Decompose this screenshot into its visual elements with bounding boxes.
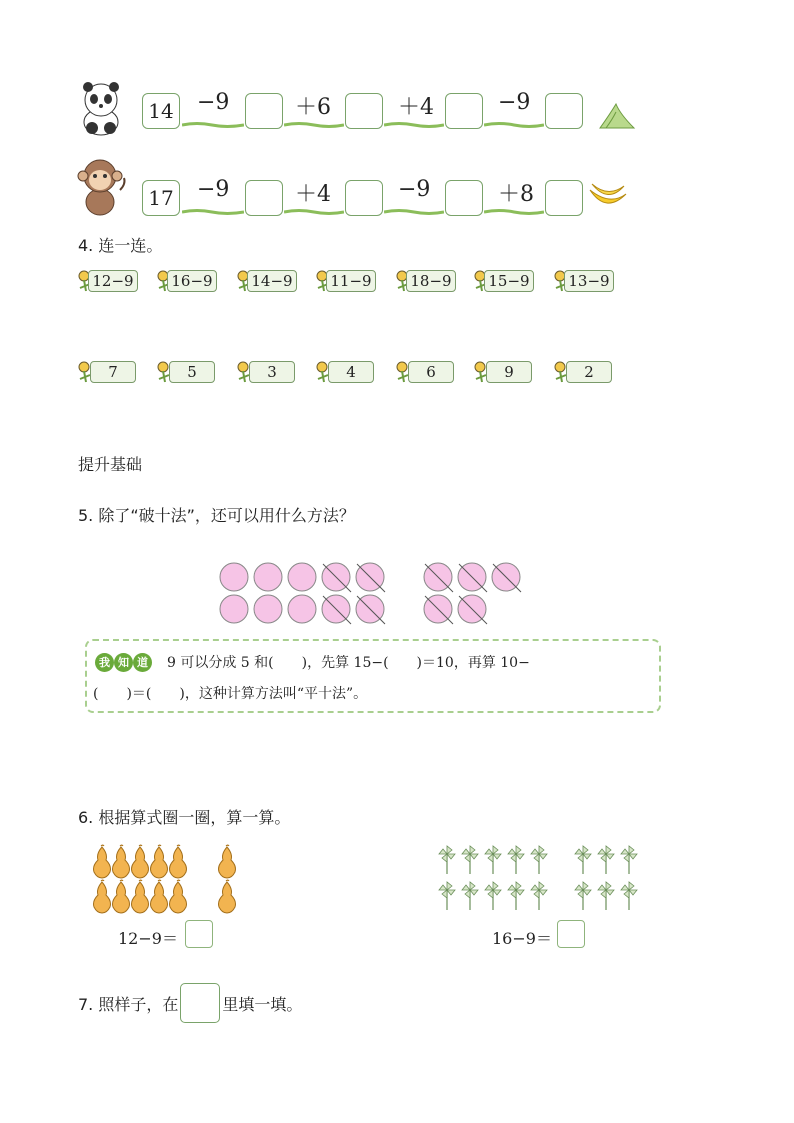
chain-op: ＋8 xyxy=(498,182,534,207)
chain-op: ＋6 xyxy=(295,95,331,120)
grass-line xyxy=(484,207,544,215)
chain-op: ＋4 xyxy=(295,182,331,207)
answer-card[interactable]: 9 xyxy=(486,361,532,383)
answer-box[interactable] xyxy=(345,93,383,129)
badge-char: 我 xyxy=(95,653,114,672)
badge-char: 道 xyxy=(133,653,152,672)
monkey-icon xyxy=(76,156,128,218)
chain-op: −9 xyxy=(498,90,531,115)
answer-card[interactable]: 3 xyxy=(249,361,295,383)
answer-box[interactable] xyxy=(545,93,583,129)
pear-group xyxy=(92,844,242,914)
expression-card[interactable]: 15−9 xyxy=(484,270,534,292)
grass-line xyxy=(384,207,444,215)
answer-card[interactable]: 2 xyxy=(566,361,612,383)
expression-card[interactable]: 13−9 xyxy=(564,270,614,292)
q6-right-equation: 16−9＝ xyxy=(492,929,552,948)
q7-title-start: 7. 照样子，在 xyxy=(78,994,179,1014)
expression-card[interactable]: 16−9 xyxy=(167,270,217,292)
knowledge-badge xyxy=(95,653,152,673)
answer-box[interactable] xyxy=(245,93,283,129)
grass-line xyxy=(284,120,344,128)
badge-char: 知 xyxy=(114,653,133,672)
grass-line xyxy=(182,207,244,215)
pinwheel-group xyxy=(437,844,641,912)
answer-box[interactable] xyxy=(245,180,283,216)
answer-box[interactable] xyxy=(445,180,483,216)
chain-start-box: 14 xyxy=(142,93,180,129)
grass-line xyxy=(182,120,244,128)
q4-title: 4. 连一连。 xyxy=(78,236,163,255)
q5-title: 5. 除了“破十法”，还可以用什么方法？ xyxy=(78,506,355,525)
q6-left-answer-box[interactable] xyxy=(185,920,213,948)
grass-line xyxy=(384,120,444,128)
answer-box[interactable] xyxy=(445,93,483,129)
q6-title: 6. 根据算式圈一圈，算一算。 xyxy=(78,808,291,827)
expression-card[interactable]: 14−9 xyxy=(247,270,297,292)
answer-box[interactable] xyxy=(345,180,383,216)
expression-card[interactable]: 11−9 xyxy=(326,270,376,292)
answer-card[interactable]: 6 xyxy=(408,361,454,383)
answer-card[interactable]: 4 xyxy=(328,361,374,383)
crossed-circles xyxy=(215,560,525,626)
grass-line xyxy=(484,120,544,128)
knowledge-line-1: 9 可以分成 5 和( )，先算 15−( )＝10，再算 10− xyxy=(167,655,530,671)
knowledge-line-2: ( )＝( )，这种计算方法叫“平十法”。 xyxy=(93,686,368,702)
expression-card[interactable]: 12−9 xyxy=(88,270,138,292)
q6-left-equation: 12−9＝ xyxy=(118,929,178,948)
grass-line xyxy=(284,207,344,215)
banana-icon xyxy=(588,180,628,214)
bamboo-icon xyxy=(596,100,638,132)
panda-icon xyxy=(78,80,124,136)
answer-card[interactable]: 5 xyxy=(169,361,215,383)
q7-title xyxy=(78,983,302,1023)
answer-card[interactable]: 7 xyxy=(90,361,136,383)
chain-op: −9 xyxy=(197,177,230,202)
chain-start-box: 17 xyxy=(142,180,180,216)
chain-op: ＋4 xyxy=(398,95,434,120)
q7-inline-box xyxy=(180,983,220,1023)
chain-op: −9 xyxy=(398,177,431,202)
section-heading: 提升基础 xyxy=(78,455,143,474)
answer-box[interactable] xyxy=(545,180,583,216)
expression-card[interactable]: 18−9 xyxy=(406,270,456,292)
q7-title-end: 里填一填。 xyxy=(222,994,303,1014)
knowledge-box xyxy=(85,639,661,713)
chain-op: −9 xyxy=(197,90,230,115)
q6-right-answer-box[interactable] xyxy=(557,920,585,948)
